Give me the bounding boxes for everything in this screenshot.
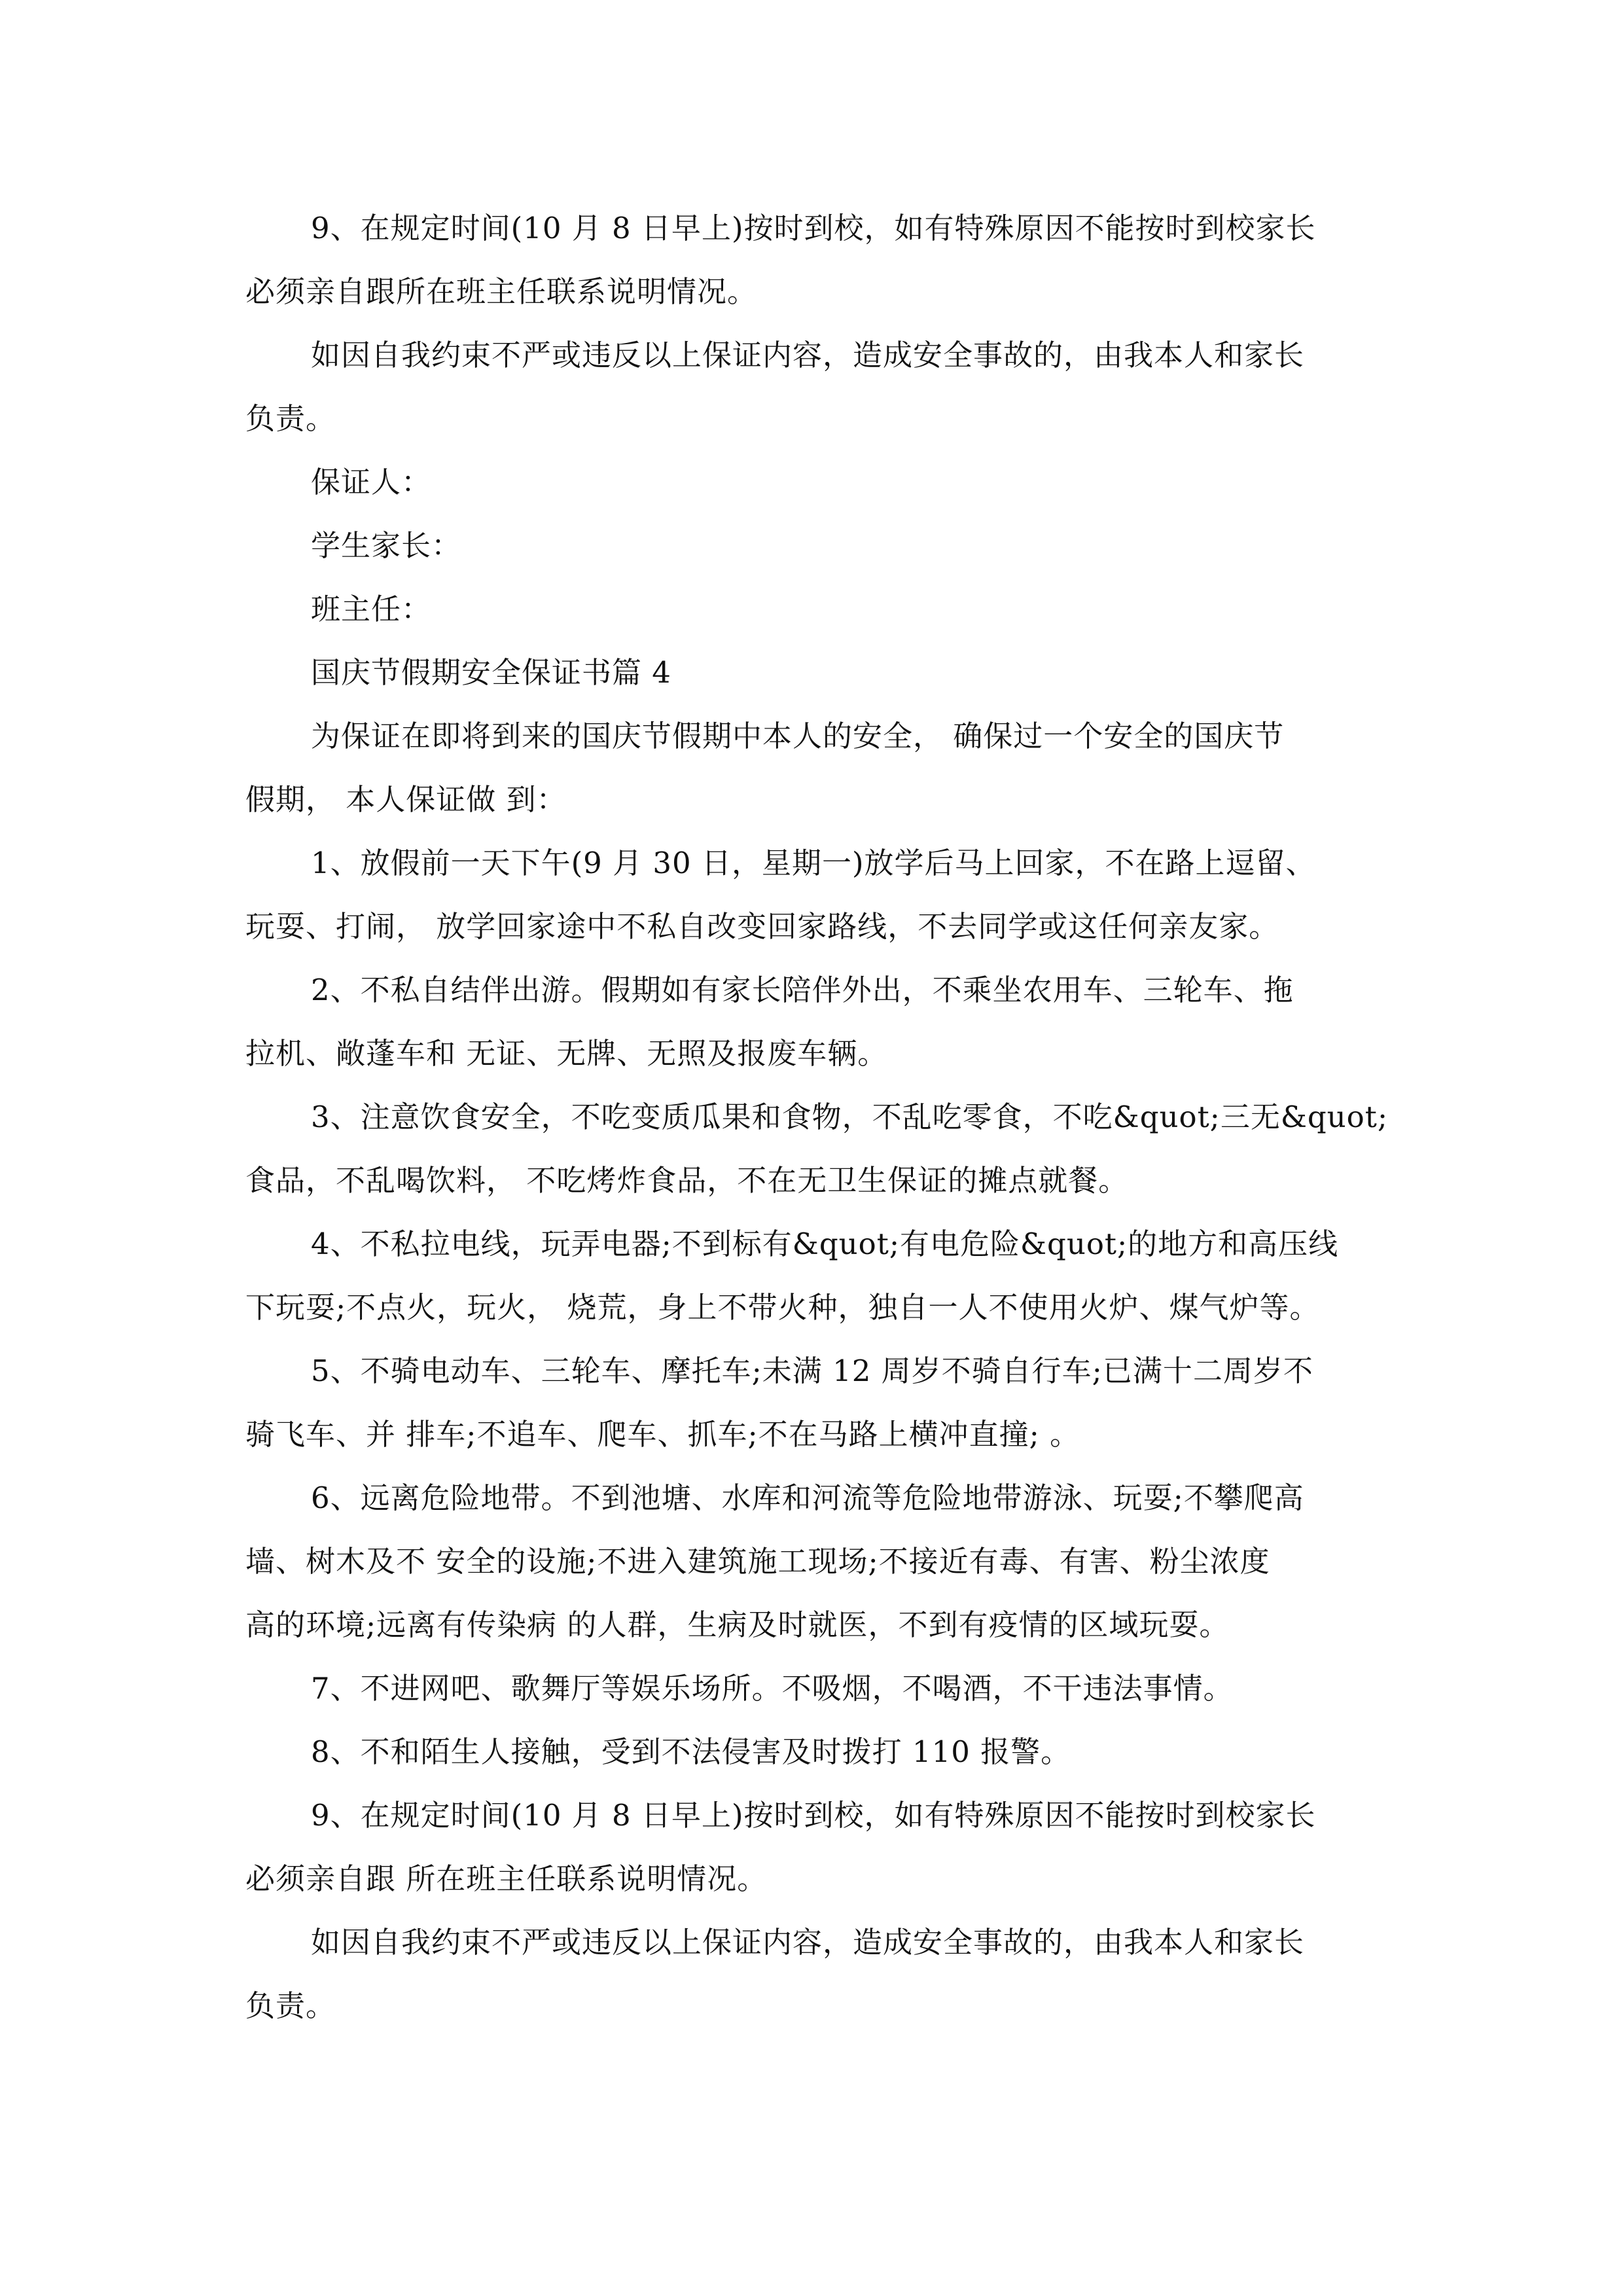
text-line: 负责。 xyxy=(245,1988,336,2023)
text-line: 如因自我约束不严或违反以上保证内容，造成安全事故的，由我本人和家长 xyxy=(311,338,1305,372)
text-line: 7、不进网吧、歌舞厅等娱乐场所。不吸烟，不喝酒，不干违法事情。 xyxy=(311,1671,1234,1706)
text-line: 为保证在即将到来的国庆节假期中本人的安全， 确保过一个安全的国庆节 xyxy=(311,719,1285,753)
paragraph xyxy=(245,958,1384,1085)
paragraph xyxy=(245,1784,1384,1910)
text-line: 食品，不乱喝饮料， 不吃烤炸食品，不在无卫生保证的摊点就餐。 xyxy=(245,1163,1129,1198)
text-line: 墙、树木及不 安全的设施;不进入建筑施工现场;不接近有毒、有害、粉尘浓度 xyxy=(245,1544,1270,1579)
text-line: 负责。 xyxy=(245,401,336,436)
paragraph xyxy=(245,704,1384,831)
text-line: 如因自我约束不严或违反以上保证内容，造成安全事故的，由我本人和家长 xyxy=(311,1925,1305,1960)
paragraph xyxy=(245,641,1384,704)
text-line: 5、不骑电动车、三轮车、摩托车;未满 12 周岁不骑自行车;已满十二周岁不 xyxy=(311,1354,1313,1388)
text-line: 必须亲自跟所在班主任联系说明情况。 xyxy=(245,274,758,309)
text-line: 6、远离危险地带。不到池塘、水库和河流等危险地带游泳、玩耍;不攀爬高 xyxy=(311,1480,1304,1515)
paragraph xyxy=(245,450,1384,514)
paragraph xyxy=(245,1466,1384,1657)
text-line: 9、在规定时间(10 月 8 日早上)按时到校，如有特殊原因不能按时到校家长 xyxy=(311,1798,1316,1833)
text-line: 骑飞车、并 排车;不追车、爬车、抓车;不在马路上横冲直撞; 。 xyxy=(245,1417,1080,1452)
paragraph xyxy=(245,1910,1384,2037)
text-line: 保证人： xyxy=(311,465,432,499)
text-line: 班主任： xyxy=(311,592,432,626)
text-line: 学生家长： xyxy=(311,528,462,563)
text-line: 3、注意饮食安全，不吃变质瓜果和食物，不乱吃零食，不吃&quot;三无&quot; xyxy=(311,1100,1388,1134)
paragraph xyxy=(245,1657,1384,1720)
paragraph xyxy=(245,1720,1384,1784)
text-line: 必须亲自跟 所在班主任联系说明情况。 xyxy=(245,1861,768,1896)
text-line: 假期， 本人保证做 到： xyxy=(245,782,567,817)
paragraph xyxy=(245,1212,1384,1339)
text-line: 玩耍、打闹， 放学回家途中不私自改变回家路线，不去同学或这任何亲友家。 xyxy=(245,909,1279,944)
paragraph xyxy=(245,1339,1384,1466)
text-line: 高的环境;远离有传染病 的人群，生病及时就医，不到有疫情的区域玩耍。 xyxy=(245,1607,1230,1642)
document-body xyxy=(245,196,1388,2037)
paragraph xyxy=(245,577,1384,641)
text-line: 拉机、敞蓬车和 无证、无牌、无照及报废车辆。 xyxy=(245,1036,888,1071)
text-line: 2、不私自结伴出游。假期如有家长陪伴外出，不乘坐农用车、三轮车、拖 xyxy=(311,973,1294,1007)
text-line: 下玩耍;不点火，玩火， 烧荒，身上不带火种，独自一人不使用火炉、煤气炉等。 xyxy=(245,1290,1320,1325)
paragraph xyxy=(245,196,1384,323)
paragraph xyxy=(245,1085,1388,1212)
paragraph xyxy=(245,514,1384,577)
text-line: 4、不私拉电线，玩弄电器;不到标有&quot;有电危险&quot;的地方和高压线 xyxy=(311,1227,1339,1261)
paragraph xyxy=(245,323,1384,450)
text-line: 1、放假前一天下午(9 月 30 日，星期一)放学后马上回家，不在路上逗留、 xyxy=(311,846,1316,880)
text-line: 9、在规定时间(10 月 8 日早上)按时到校，如有特殊原因不能按时到校家长 xyxy=(311,211,1316,245)
paragraph xyxy=(245,831,1384,958)
text-line: 8、不和陌生人接触，受到不法侵害及时拨打 110 报警。 xyxy=(311,1734,1071,1769)
text-line: 国庆节假期安全保证书篇 4 xyxy=(311,655,671,690)
